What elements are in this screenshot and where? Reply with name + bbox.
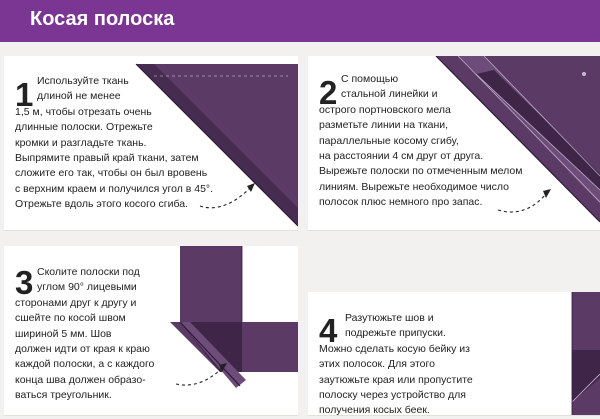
text-line: Сколите полоски под (37, 266, 140, 278)
text-line: 1,5 м, чтобы отрезать очень (15, 105, 152, 118)
text-line: сторонами друг к другу и (15, 296, 137, 309)
page-title: Косая полоска (30, 8, 175, 30)
step-number: 1 (15, 76, 34, 113)
text-line: конца шва должен образо- (15, 373, 146, 386)
text-line: кромки и разгладьте ткань. (15, 136, 147, 149)
text-line: Вырежьте полоски по отмеченным мелом (319, 165, 523, 178)
text-line: шириной 5 мм. Шов (15, 327, 112, 340)
text-line: параллельные косому сгибу, (319, 134, 459, 147)
text-line: этих полосок. Для этого (319, 358, 435, 371)
step-number: 3 (15, 264, 34, 301)
step-3-text (15, 265, 154, 404)
text-line: Можно сделать косую бейку из (319, 342, 470, 355)
text-line: стальной линейки и (341, 88, 438, 101)
text-line: каждой полоски, а с каждого (15, 358, 155, 371)
text-line: сложите его так, чтобы он был вровень (15, 167, 208, 180)
text-line: полосок плюс немного про запас. (319, 196, 483, 209)
text-line: Отрежьте вдоль этого косого сгиба. (15, 198, 188, 211)
text-line: линиям. Вырежьте необходимое число (319, 180, 509, 193)
text-line: острого портновского мела (319, 103, 451, 116)
text-line: длинные полоски. Отрежьте (15, 121, 153, 134)
text-line: на расстоянии 4 см друг от друга. (319, 150, 484, 163)
text-line: сшейте по косой швом (15, 312, 126, 325)
title-bar (0, 0, 600, 42)
step-4-text (319, 311, 473, 419)
text-line: разметьте линии на ткани, (319, 119, 449, 132)
text-line: получения косых беек. (319, 404, 430, 417)
step-3-panel (4, 246, 298, 416)
text-line: подрежьте припуски. (345, 327, 446, 340)
text-line: Разутюжьте шов и (345, 312, 434, 324)
text-line: должен идти от края к краю (15, 343, 150, 356)
text-line: заутюжьте края или пропустите (319, 373, 473, 386)
text-line: ваться треугольник. (15, 389, 112, 402)
step-2-text (319, 72, 522, 211)
step-number: 4 (319, 312, 338, 349)
step-1-text (15, 74, 213, 213)
text-line: длиной не менее (37, 90, 121, 103)
step-number: 2 (319, 74, 338, 111)
text-line: полоску через устройство для (319, 389, 466, 402)
text-line: углом 90° лицевыми (37, 281, 137, 294)
text-line: с верхним краем и получился угол в 45°. (15, 182, 214, 195)
text-line: Выпрямите правый край ткани, затем (15, 152, 199, 165)
step-1-panel (4, 56, 298, 231)
step-4-panel (308, 292, 600, 416)
text-line: Используйте ткань (37, 75, 129, 87)
text-line: С помощью (341, 73, 399, 85)
step-2-panel (308, 56, 600, 231)
